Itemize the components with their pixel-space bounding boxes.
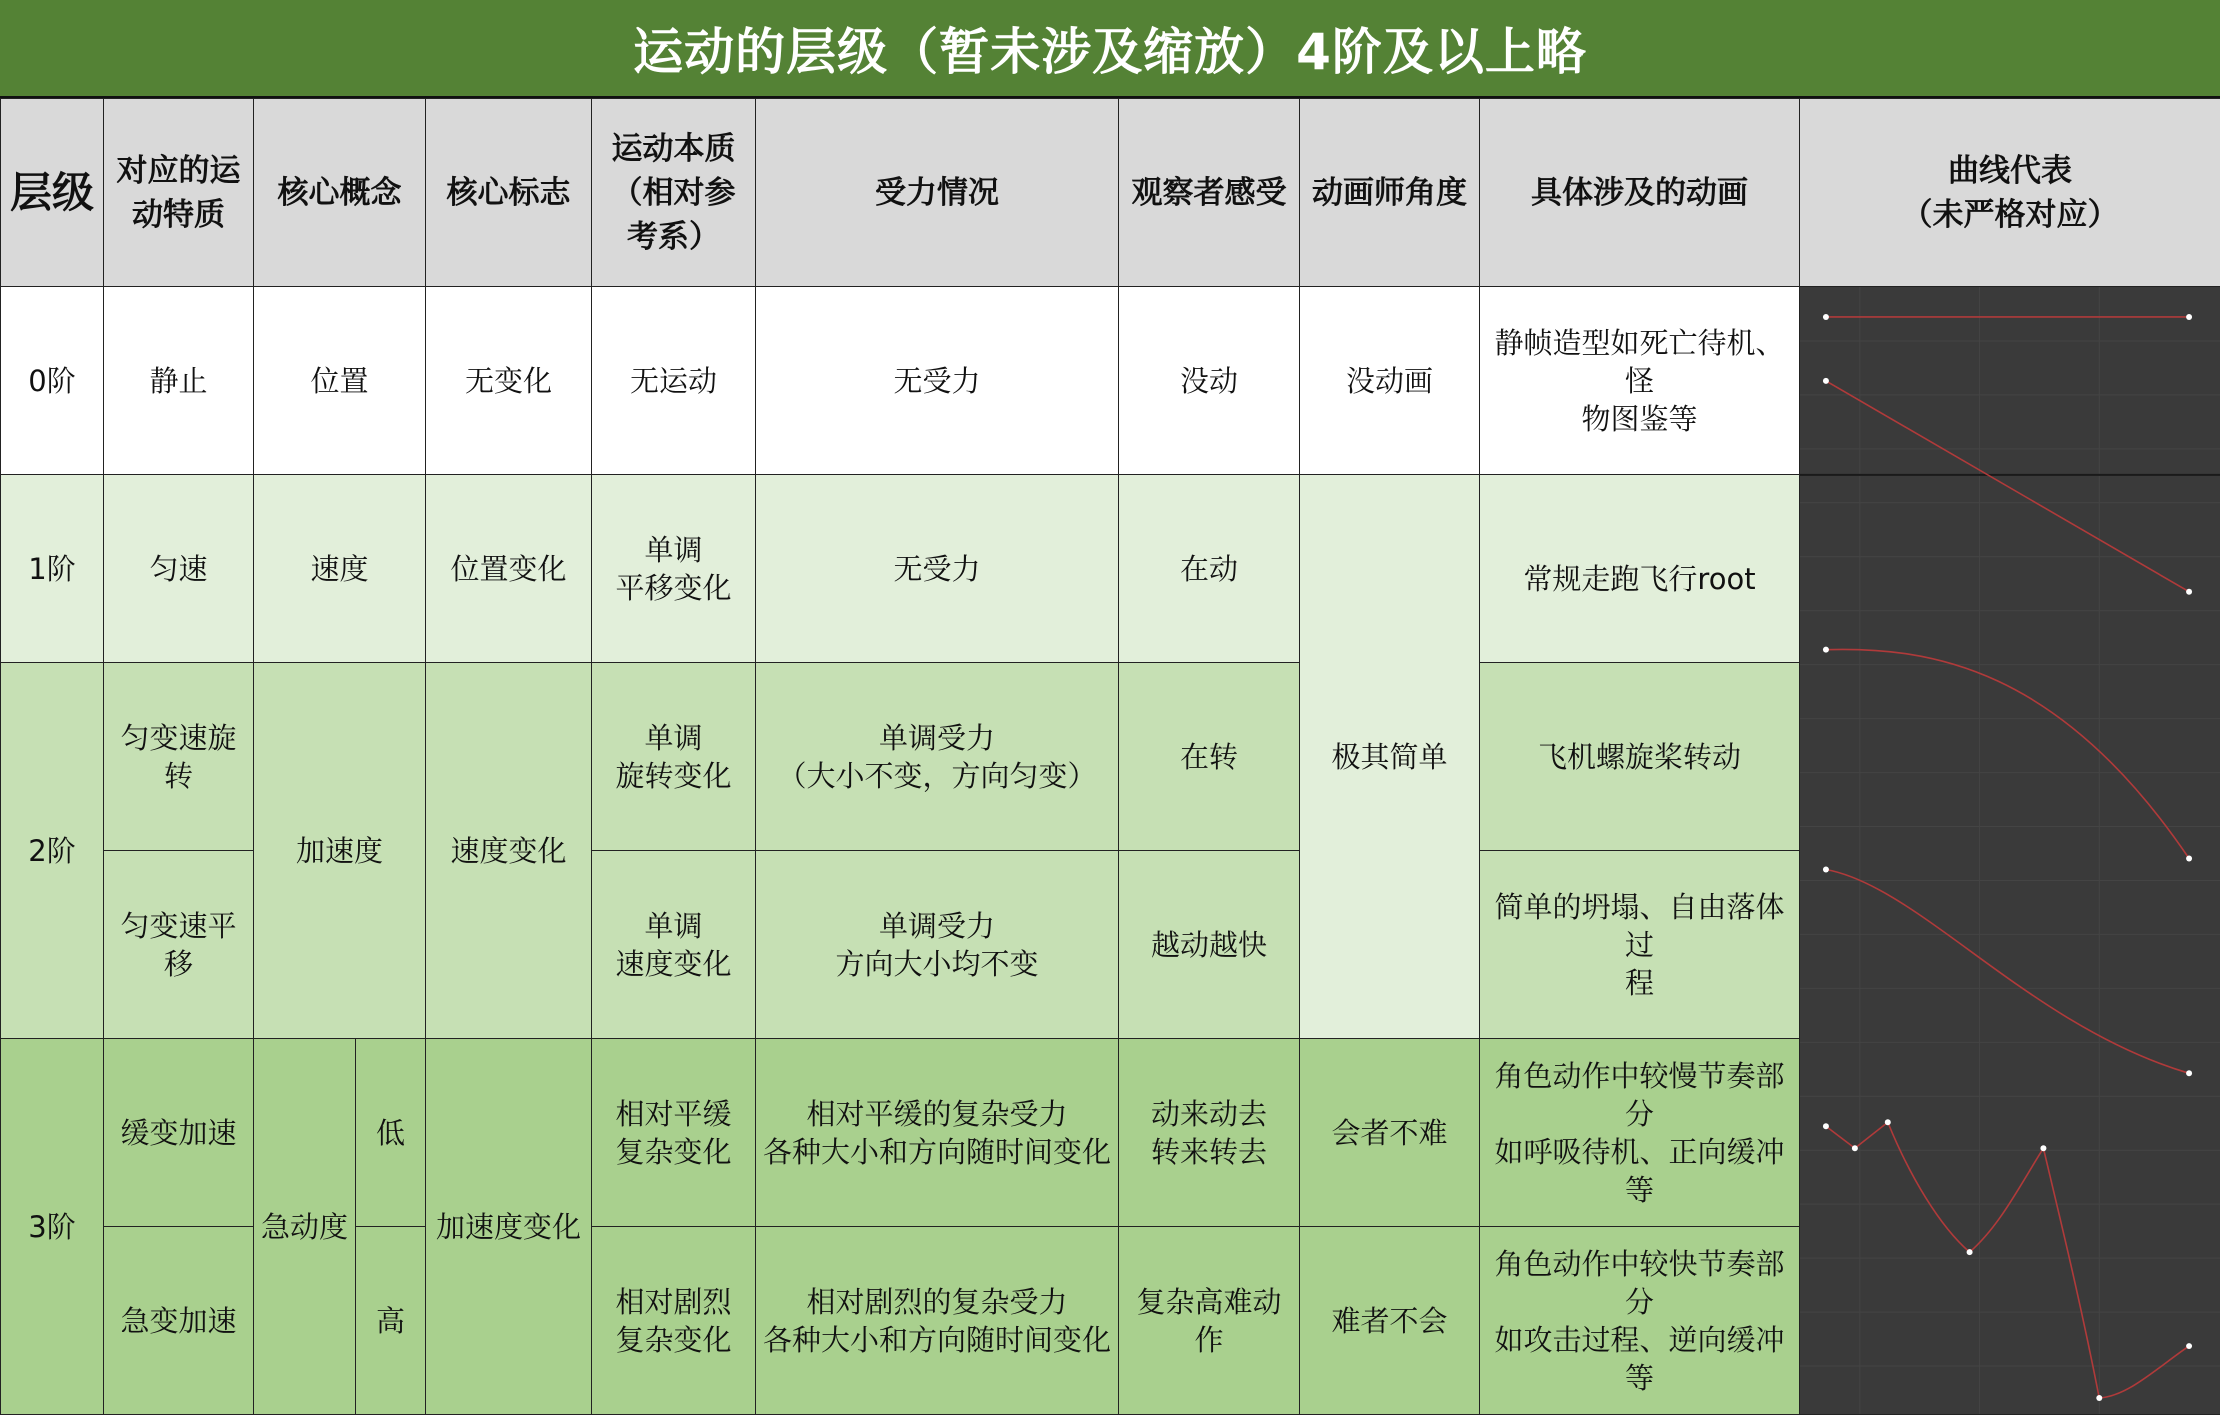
header-curve: 曲线代表 （未严格对应） bbox=[1800, 99, 2220, 287]
force-cell: 无受力 bbox=[756, 287, 1119, 475]
header-concept: 核心概念 bbox=[254, 99, 426, 287]
intensity-cell: 低 bbox=[356, 1039, 426, 1227]
header-observer: 观察者感受 bbox=[1119, 99, 1300, 287]
observer-cell: 越动越快 bbox=[1119, 851, 1300, 1039]
observer-cell: 在动 bbox=[1119, 475, 1300, 663]
animation-cell: 飞机螺旋桨转动 bbox=[1480, 663, 1800, 851]
curve-graph bbox=[1800, 287, 2220, 1415]
curve-first-order bbox=[1826, 381, 2189, 592]
header-level: 层级 bbox=[1, 99, 104, 287]
essence-cell: 相对平缓 复杂变化 bbox=[592, 1039, 756, 1227]
essence-cell: 无运动 bbox=[592, 287, 756, 475]
essence-cell: 单调 平移变化 bbox=[592, 475, 756, 663]
animator-cell: 难者不会 bbox=[1300, 1227, 1480, 1415]
animator-cell: 没动画 bbox=[1300, 287, 1480, 475]
concept-cell: 位置 bbox=[254, 287, 426, 475]
motion-cell: 匀速 bbox=[104, 475, 254, 663]
header-animation: 具体涉及的动画 bbox=[1480, 99, 1800, 287]
concept-cell: 加速度 bbox=[254, 663, 426, 1039]
curve-grid bbox=[1800, 287, 2220, 1414]
essence-cell: 相对剧烈 复杂变化 bbox=[592, 1227, 756, 1415]
force-cell: 单调受力 方向大小均不变 bbox=[756, 851, 1119, 1039]
motion-cell: 静止 bbox=[104, 287, 254, 475]
concept-cell: 速度 bbox=[254, 475, 426, 663]
curve-second-order bbox=[1826, 649, 2189, 858]
table-title: 运动的层级（暂未涉及缩放）4阶及以上略 bbox=[0, 0, 2220, 98]
motion-cell: 匀变速平移 bbox=[104, 851, 254, 1039]
animation-cell: 静帧造型如死亡待机、怪 物图鉴等 bbox=[1480, 287, 1800, 475]
force-cell: 单调受力 （大小不变，方向匀变） bbox=[756, 663, 1119, 851]
animation-cell: 角色动作中较慢节奏部分 如呼吸待机、正向缓冲等 bbox=[1480, 1039, 1800, 1227]
motion-cell: 匀变速旋转 bbox=[104, 663, 254, 851]
force-cell: 相对平缓的复杂受力 各种大小和方向随时间变化 bbox=[756, 1039, 1119, 1227]
marker-cell: 位置变化 bbox=[426, 475, 592, 663]
animation-cell: 常规走跑飞行root bbox=[1480, 475, 1800, 663]
force-cell: 相对剧烈的复杂受力 各种大小和方向随时间变化 bbox=[756, 1227, 1119, 1415]
header-essence: 运动本质 （相对参 考系） bbox=[592, 99, 756, 287]
table-row bbox=[1, 287, 2220, 475]
level-cell: 0阶 bbox=[1, 287, 104, 475]
curve-third-order bbox=[1826, 1122, 2189, 1398]
concept-cell: 急动度 bbox=[254, 1039, 356, 1415]
level-cell: 3阶 bbox=[1, 1039, 104, 1415]
curve-graph-svg bbox=[1800, 287, 2220, 1414]
animation-cell: 角色动作中较快节奏部分 如攻击过程、逆向缓冲等 bbox=[1480, 1227, 1800, 1415]
motion-cell: 急变加速 bbox=[104, 1227, 254, 1415]
header-animator: 动画师角度 bbox=[1300, 99, 1480, 287]
level-cell: 1阶 bbox=[1, 475, 104, 663]
observer-cell: 动来动去 转来转去 bbox=[1119, 1039, 1300, 1227]
animator-cell: 极其简单 bbox=[1300, 475, 1480, 1039]
force-cell: 无受力 bbox=[756, 475, 1119, 663]
header-force: 受力情况 bbox=[756, 99, 1119, 287]
essence-cell: 单调 速度变化 bbox=[592, 851, 756, 1039]
essence-cell: 单调 旋转变化 bbox=[592, 663, 756, 851]
level-cell: 2阶 bbox=[1, 663, 104, 1039]
marker-cell: 加速度变化 bbox=[426, 1039, 592, 1415]
animation-cell: 简单的坍塌、自由落体过 程 bbox=[1480, 851, 1800, 1039]
animator-cell: 会者不难 bbox=[1300, 1039, 1480, 1227]
observer-cell: 没动 bbox=[1119, 287, 1300, 475]
motion-cell: 缓变加速 bbox=[104, 1039, 254, 1227]
observer-cell: 复杂高难动作 bbox=[1119, 1227, 1300, 1415]
header-row bbox=[1, 99, 2220, 287]
header-motion: 对应的运 动特质 bbox=[104, 99, 254, 287]
curve-keyframes bbox=[1823, 314, 2192, 1401]
curve-lines bbox=[1826, 317, 2189, 1398]
header-marker: 核心标志 bbox=[426, 99, 592, 287]
intensity-cell: 高 bbox=[356, 1227, 426, 1415]
marker-cell: 速度变化 bbox=[426, 663, 592, 1039]
marker-cell: 无变化 bbox=[426, 287, 592, 475]
observer-cell: 在转 bbox=[1119, 663, 1300, 851]
motion-level-table bbox=[0, 98, 2220, 1415]
